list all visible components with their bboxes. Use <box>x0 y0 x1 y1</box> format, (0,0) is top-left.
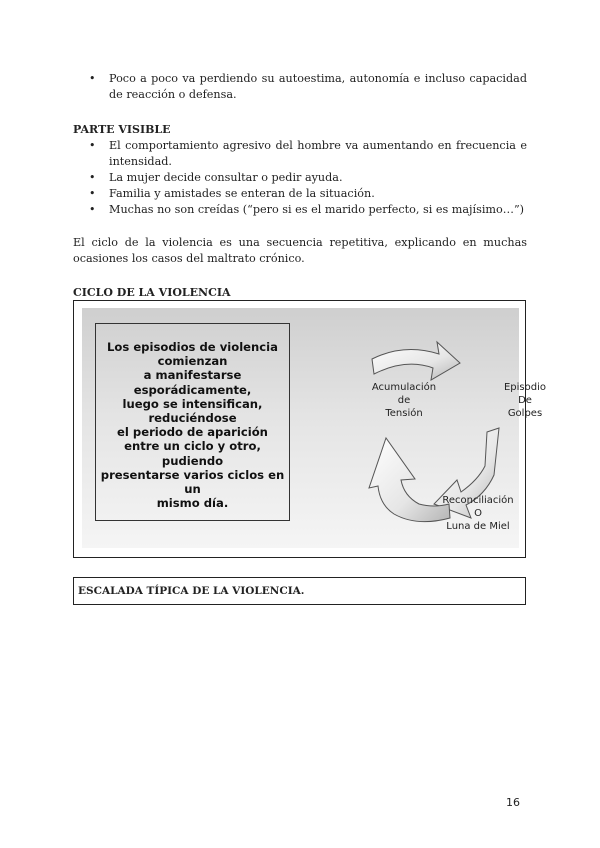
list-item: • El comportamiento agresivo del hombre va aumentando en frecuencia e intensidad. <box>73 138 527 170</box>
explanation-line: comienzan <box>157 354 228 369</box>
parte-visible-section <box>73 122 527 218</box>
cycle-description-paragraph: El ciclo de la violencia es una secuencia repetitiva, explicando en muchas ocasiones los casos del maltrato crónico. <box>73 236 527 265</box>
escalada-heading-box <box>73 577 526 605</box>
parte-visible-list <box>73 138 527 218</box>
explanation-line: el periodo de aparición <box>117 425 268 440</box>
explanation-line: esporádicamente, <box>133 382 252 397</box>
explanation-line: entre un ciclo y otro, <box>124 439 261 454</box>
list-item: • La mujer decide consultar o pedir ayuda. <box>73 170 527 186</box>
ciclo-heading: CICLO DE LA VIOLENCIA <box>73 286 231 299</box>
stage-episodio-label: Episodio De Golpes <box>503 382 547 419</box>
stage-reconciliacion-label: Reconciliación O Luna de Miel <box>442 495 514 532</box>
explanation-line: a manifestarse <box>143 368 242 383</box>
cycle-explanation-box <box>95 323 290 521</box>
top-bullet-list <box>73 71 527 103</box>
cycle-arrow-top <box>372 342 460 380</box>
explanation-line: reduciéndose <box>148 411 237 426</box>
explanation-line: luego se intensifican, <box>122 396 263 411</box>
stage-acumulacion-label: Acumulación de Tensión <box>371 382 437 419</box>
parte-visible-heading: PARTE VISIBLE <box>73 123 171 136</box>
list-item: • Familia y amistades se enteran de la situación. <box>73 186 527 202</box>
explanation-line: pudiendo <box>161 453 224 468</box>
list-item: • Poco a poco va perdiendo su autoestima, autonomía e incluso capacidad de reacción o defensa. <box>73 71 527 103</box>
escalada-heading: ESCALADA TÍPICA DE LA VIOLENCIA. <box>78 585 305 597</box>
page-number: 16 <box>506 796 520 809</box>
explanation-line: un <box>184 482 201 497</box>
cycle-figure <box>73 300 547 558</box>
explanation-line: mismo día. <box>156 496 229 511</box>
list-item: • Muchas no son creídas (“pero si es el marido perfecto, si es majísimo…”) <box>73 202 527 218</box>
explanation-line: presentarse varios ciclos en <box>100 467 285 482</box>
cycle-figure-image <box>82 308 547 548</box>
explanation-line: Los episodios de violencia <box>107 340 278 354</box>
